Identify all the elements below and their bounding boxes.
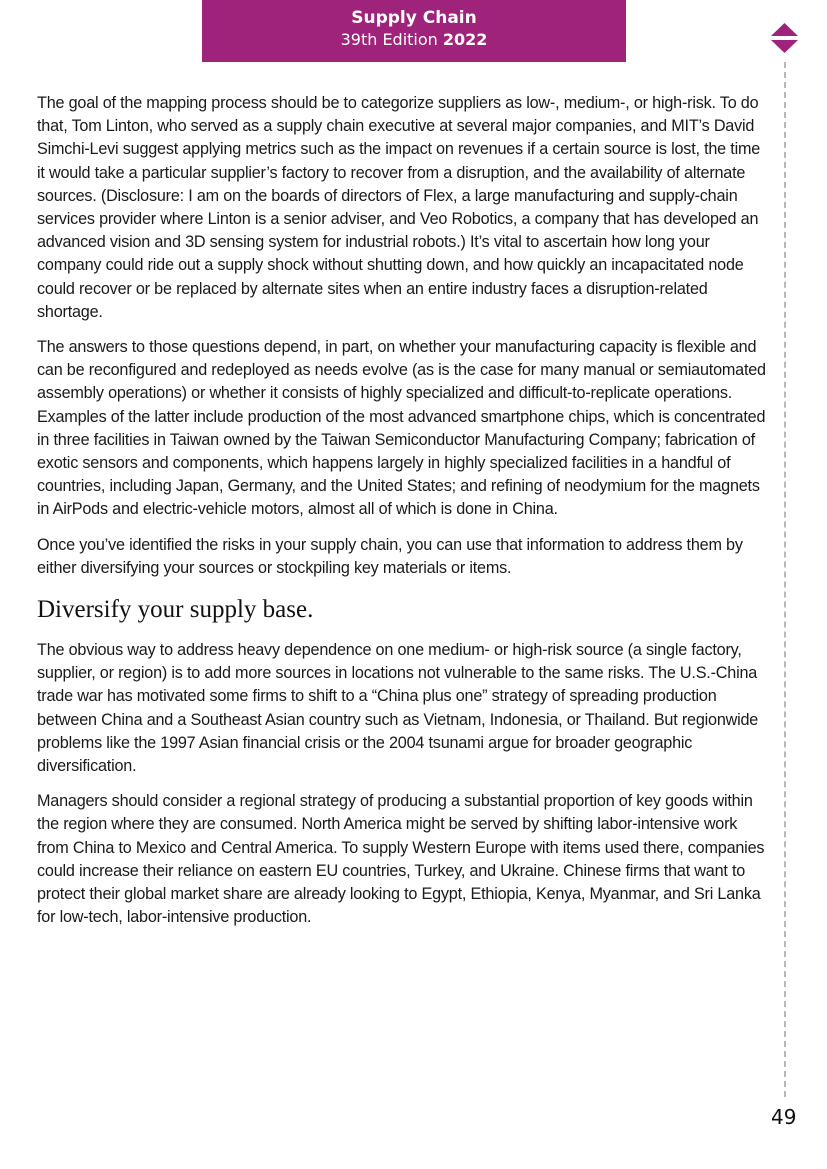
paragraph-diversify-sources: The obvious way to address heavy dependence on one medium- or high-risk source (a single factory, supplier, or region) is to add more sources in locations not vulnerable to the same risks. The U.S.-China trade war has motivated some firms to shift to a “China plus one” strategy of spreading production between China and a Southeast Asian country such as Vietnam, Indonesia, or Thailand. But regionwide problems like the 1997 Asian financial crisis or the 2004 tsunami argue for broader geographic diversification. [37,641,759,776]
diamond-arrows-svg [771,23,798,53]
edition-year: 2022 [442,30,488,49]
header-banner [202,0,626,62]
paragraph-identified-risks: Once you’ve identified the risks in your supply chain, you can use that information to address them by either diversifying your sources or stockpiling key materials or items. [37,535,743,577]
dashed-margin-rule [784,62,786,1097]
section-heading: Diversify your supply base. [37,596,314,624]
up-down-diamond-icon[interactable] [771,23,798,53]
paragraph-regional-strategy: Managers should consider a regional strategy of producing a substantial proportion of key goods within the region where they are consumed. North America might be served by shifting labor-intensive work from China to Mexico and Central America. To supply Western Europe with items used there, companies could increase their reliance on eastern EU countries, Turkey, and Ukraine. Chinese firms that want to protect their global market share are already looking to Egypt, Ethiopia, Kenya, Myanmar, and Sri Lanka for low-tech, labor-intensive production. [37,792,765,927]
paragraph-capacity-answers: The answers to those questions depend, in part, on whether your manufacturing capacity is flexible and can be reconfigured and redeployed as needs evolve (as is the case for many manual or semiautomated assembly operations) or whether it consists of highly specialized and difficult-to-replicate operations. Examples of the latter include production of the most advanced smartphone chips, which is concentrated in three facilities in Taiwan owned by the Taiwan Semiconductor Manufacturing Company; fabrication of exotic sensors and components, which happens largely in highly specialized facilities in a handful of countries, including Japan, Germany, and the United States; and refining of neodymium for the magnets in AirPods and electric-vehicle motors, almost all of which is done in China. [37,338,766,519]
edition-label: 39th Edition [340,30,438,49]
article-body [37,92,767,942]
publication-title: Supply Chain [351,8,477,28]
edition-line [202,29,626,50]
paragraph-mapping-goal: The goal of the mapping process should be to categorize suppliers as low-, medium-, or high-risk. To do that, Tom Linton, who served as a supply chain executive at several major companies, and MIT’s David Simchi-Levi suggest applying metrics such as the impact on revenues if a certain source is lost, the time it would take a particular supplier’s factory to recover from a disruption, and the availability of alternate sources. (Disclosure: I am on the boards of directors of Flex, a large manufacturing and supply-chain services provider where Linton is a senior adviser, and Veo Robotics, a company that has developed an advanced vision and 3D sensing system for industrial robots.) It’s vital to ascertain how long your company could ride out a supply shock without shutting down, and how quickly an incapacitated node could recover or be replaced by alternate sites when an entire industry faces a disruption-related shortage. [37,94,761,321]
page-number: 49 [771,1105,797,1129]
